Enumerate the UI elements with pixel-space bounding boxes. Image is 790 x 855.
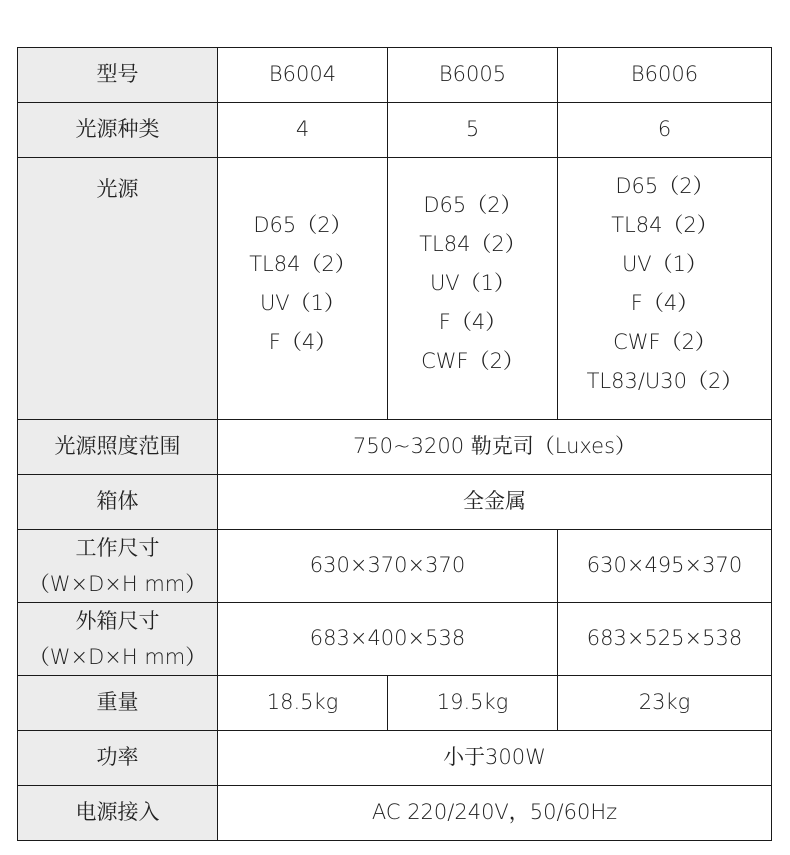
cell-work-size-b: 630×495×370 (558, 530, 772, 603)
table-row-outer-size (18, 603, 772, 676)
cell-weight-1: 18.5kg (218, 676, 388, 731)
table-row-model (18, 48, 772, 103)
list-item: TL83/U30（2） (586, 368, 743, 393)
table-row-cabinet (18, 475, 772, 530)
table-row-weight (18, 676, 772, 731)
cell-source-count-1: 4 (218, 103, 388, 158)
list-item: F（4） (630, 290, 699, 315)
cell-source-count-3: 6 (558, 103, 772, 158)
cell-outer-size-b: 683×525×538 (558, 603, 772, 676)
label-sources: 光源 (18, 158, 218, 420)
table-row-illuminance (18, 420, 772, 475)
cell-illuminance: 750~3200 勒克司（Luxes） (218, 420, 772, 475)
list-item: D65（2） (615, 173, 714, 198)
list-item: TL84（2） (611, 212, 718, 237)
label-supply: 电源接入 (18, 786, 218, 841)
table-row-source-count (18, 103, 772, 158)
label-outer-size (18, 603, 218, 676)
cell-work-size-a: 630×370×370 (218, 530, 558, 603)
table-row-power (18, 731, 772, 786)
source-list-2 (388, 158, 558, 420)
list-item: CWF（2） (421, 349, 524, 373)
cell-supply: AC 220/240V，50/60Hz (218, 786, 772, 841)
source-list-1 (218, 158, 388, 420)
cell-model-b6005: B6005 (388, 48, 558, 103)
label-outer-size-line1: 外箱尺寸 (75, 609, 160, 633)
list-item: TL84（2） (419, 232, 526, 256)
label-weight: 重量 (18, 676, 218, 731)
cell-outer-size-a: 683×400×538 (218, 603, 558, 676)
label-work-size (18, 530, 218, 603)
cell-weight-3: 23kg (558, 676, 772, 731)
label-work-size-line2: （W×D×H mm） (28, 572, 207, 596)
spec-table (17, 47, 772, 841)
cell-power: 小于300W (218, 731, 772, 786)
table-row-work-size (18, 530, 772, 603)
source-list-3 (558, 158, 772, 420)
table-row-sources (18, 158, 772, 420)
list-item: UV（1） (259, 290, 346, 315)
list-item: TL84（2） (249, 251, 356, 276)
list-item: UV（1） (621, 251, 708, 276)
label-cabinet: 箱体 (18, 475, 218, 530)
list-item: D65（2） (253, 212, 352, 237)
list-item: F（4） (268, 329, 337, 354)
list-item: F（4） (438, 310, 507, 334)
label-model: 型号 (18, 48, 218, 103)
table-row-supply (18, 786, 772, 841)
list-item: D65（2） (423, 193, 522, 217)
label-power: 功率 (18, 731, 218, 786)
cell-cabinet: 全金属 (218, 475, 772, 530)
label-outer-size-line2: （W×D×H mm） (28, 645, 207, 669)
label-work-size-line1: 工作尺寸 (75, 536, 160, 560)
label-illuminance: 光源照度范围 (18, 420, 218, 475)
cell-source-count-2: 5 (388, 103, 558, 158)
cell-model-b6006: B6006 (558, 48, 772, 103)
list-item: UV（1） (429, 271, 516, 295)
cell-weight-2: 19.5kg (388, 676, 558, 731)
label-source-count: 光源种类 (18, 103, 218, 158)
list-item: CWF（2） (613, 329, 716, 354)
cell-model-b6004: B6004 (218, 48, 388, 103)
